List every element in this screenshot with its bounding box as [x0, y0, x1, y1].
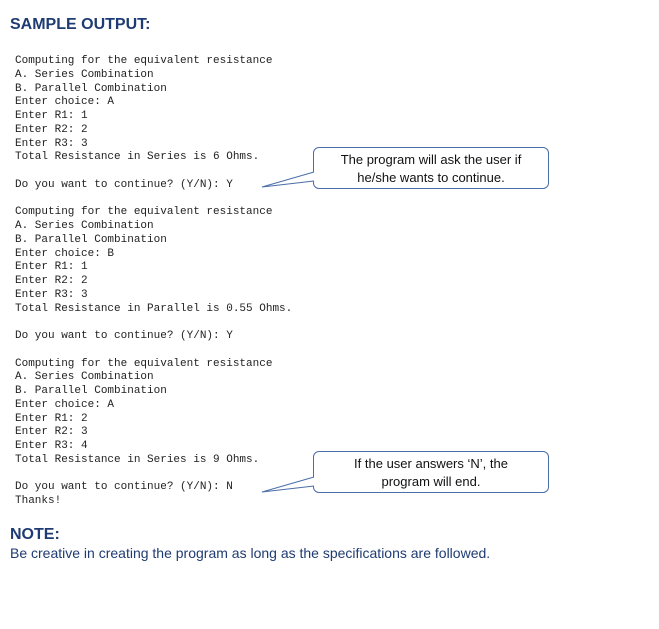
- console-line: Enter R1: 1: [15, 110, 88, 122]
- callout-line: The program will ask the user if: [340, 152, 522, 167]
- console-line: Enter R3: 3: [15, 288, 88, 301]
- console-line: Thanks!: [15, 495, 62, 507]
- console-line: Enter choice: A: [15, 398, 115, 411]
- note-text: Be creative in creating the program as long as the specifications are followed.: [10, 545, 491, 561]
- callout-line: he/she wants to continue.: [357, 170, 505, 185]
- console-line: [15, 165, 292, 179]
- console-line: [15, 316, 292, 330]
- console-line: [15, 344, 292, 358]
- sample-output-heading: SAMPLE OUTPUT:: [10, 16, 151, 33]
- console-line: B. Parallel Combination: [15, 385, 167, 397]
- console-line: Total Resistance in Series is 9 Ohms.: [15, 453, 260, 466]
- console-line: Total Resistance in Parallel is 0.55 Ohms.: [15, 302, 293, 315]
- console-line: Enter choice: B: [15, 247, 115, 260]
- console-line: Do you want to continue? (Y/N): Y: [15, 330, 233, 342]
- console-line: Computing for the equivalent resistance: [15, 206, 273, 219]
- console-line: [15, 468, 292, 482]
- note-heading: NOTE:: [10, 526, 60, 543]
- console-line: Enter R3: 4: [15, 440, 88, 452]
- console-line: Enter R2: 2: [15, 275, 88, 287]
- console-line: Enter R1: 2: [15, 412, 88, 425]
- console-line: A. Series Combination: [15, 68, 154, 81]
- console-line: Computing for the equivalent resistance: [15, 357, 273, 370]
- callout-line: program will end.: [381, 474, 481, 489]
- console-line: Enter R3: 3: [15, 137, 88, 150]
- end-callout: [313, 451, 549, 493]
- console-line: Total Resistance in Series is 6 Ohms.: [15, 151, 260, 164]
- console-line: B. Parallel Combination: [15, 233, 167, 246]
- console-line: Enter R1: 1: [15, 261, 88, 274]
- console-line: Enter R2: 3: [15, 426, 88, 439]
- continue-callout: [313, 147, 549, 189]
- console-line: Do you want to continue? (Y/N): Y: [15, 178, 233, 191]
- console-line: B. Parallel Combination: [15, 82, 167, 95]
- console-line: Do you want to continue? (Y/N): N: [15, 481, 233, 494]
- console-line: A. Series Combination: [15, 220, 154, 232]
- console-line: Enter choice: A: [15, 96, 115, 109]
- console-line: Computing for the equivalent resistance: [15, 55, 273, 67]
- console-line: Enter R2: 2: [15, 123, 88, 136]
- console-line: [15, 193, 292, 207]
- console-line: A. Series Combination: [15, 371, 154, 384]
- callout-line: If the user answers ‘N’, the: [354, 456, 508, 471]
- console-output: [15, 55, 292, 509]
